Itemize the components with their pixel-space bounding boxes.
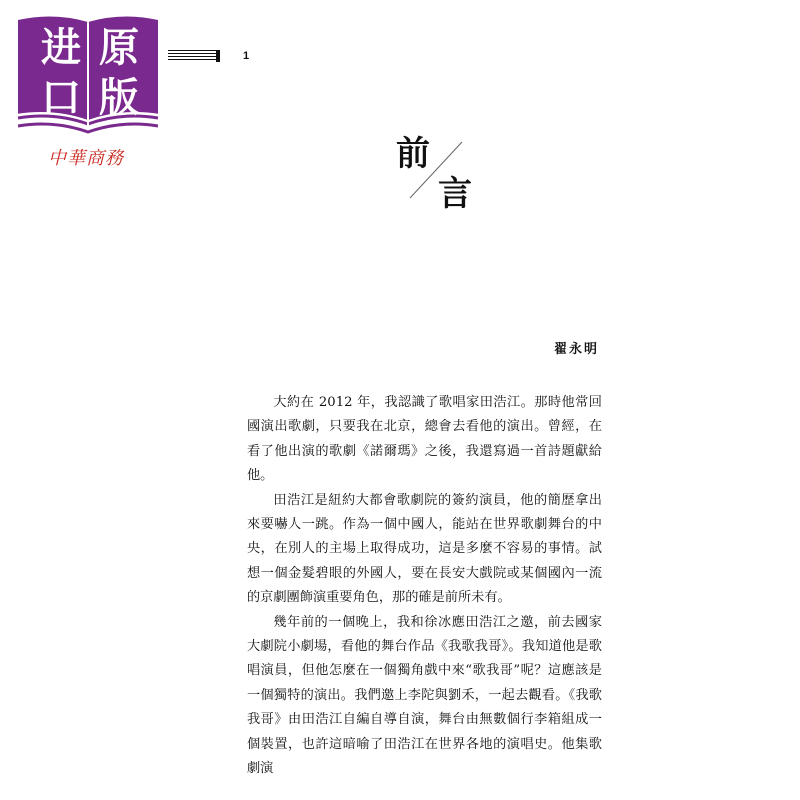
page-number: 1: [243, 50, 250, 62]
publisher-logo: [14, 14, 162, 169]
logo-char: 原: [99, 25, 139, 71]
logo-char: 版: [99, 75, 139, 121]
header-rule-icon: [168, 50, 220, 62]
author-name: 翟永明: [554, 342, 600, 357]
paragraph: 田浩江是紐約大都會歌劇院的簽約演員，他的簡歷拿出來要嚇人一跳。作為一個中國人，能站在世界歌劇舞台的中央，在別人的主場上取得成功，這是多麼不容易的事情。試想一個金髮碧眼的外國人，要在長安大戲院或某個國內一流的京劇團飾演重要角色，那的確是前所未有。: [247, 492, 602, 606]
logo-char: 进: [41, 25, 81, 71]
paragraph: 大約在 2012 年，我認識了歌唱家田浩江。那時他常回國演出歌劇，只要我在北京，總會去看他的演出。曾經，在看了他出演的歌劇《諾爾瑪》之後，我還寫過一首詩題獻給他。: [247, 395, 602, 484]
paragraph: 幾年前的一個晚上，我和徐冰應田浩江之邀，前去國家大劇院小劇場，看他的舞台作品《我歌我哥》。我知道他是歌唱演員，但他怎麼在一個獨角戲中來“歌我哥”呢？這應該是一個獨特的演出。我們邀上李陀與劉禾，一起去觀看。《我歌我哥》由田浩江自編自導自演，舞台由無數個行李箱組成一個裝置，也許這暗喻了田浩江在世界各地的演唱史。他集歌劇演: [247, 614, 602, 777]
logo-brand-text: 中華商務: [48, 148, 124, 169]
body-text: [247, 391, 602, 782]
logo-characters: [32, 24, 148, 124]
page-title-char-1: 前: [396, 134, 430, 174]
page-title-char-2: 言: [438, 174, 472, 214]
logo-char: 口: [41, 75, 81, 121]
